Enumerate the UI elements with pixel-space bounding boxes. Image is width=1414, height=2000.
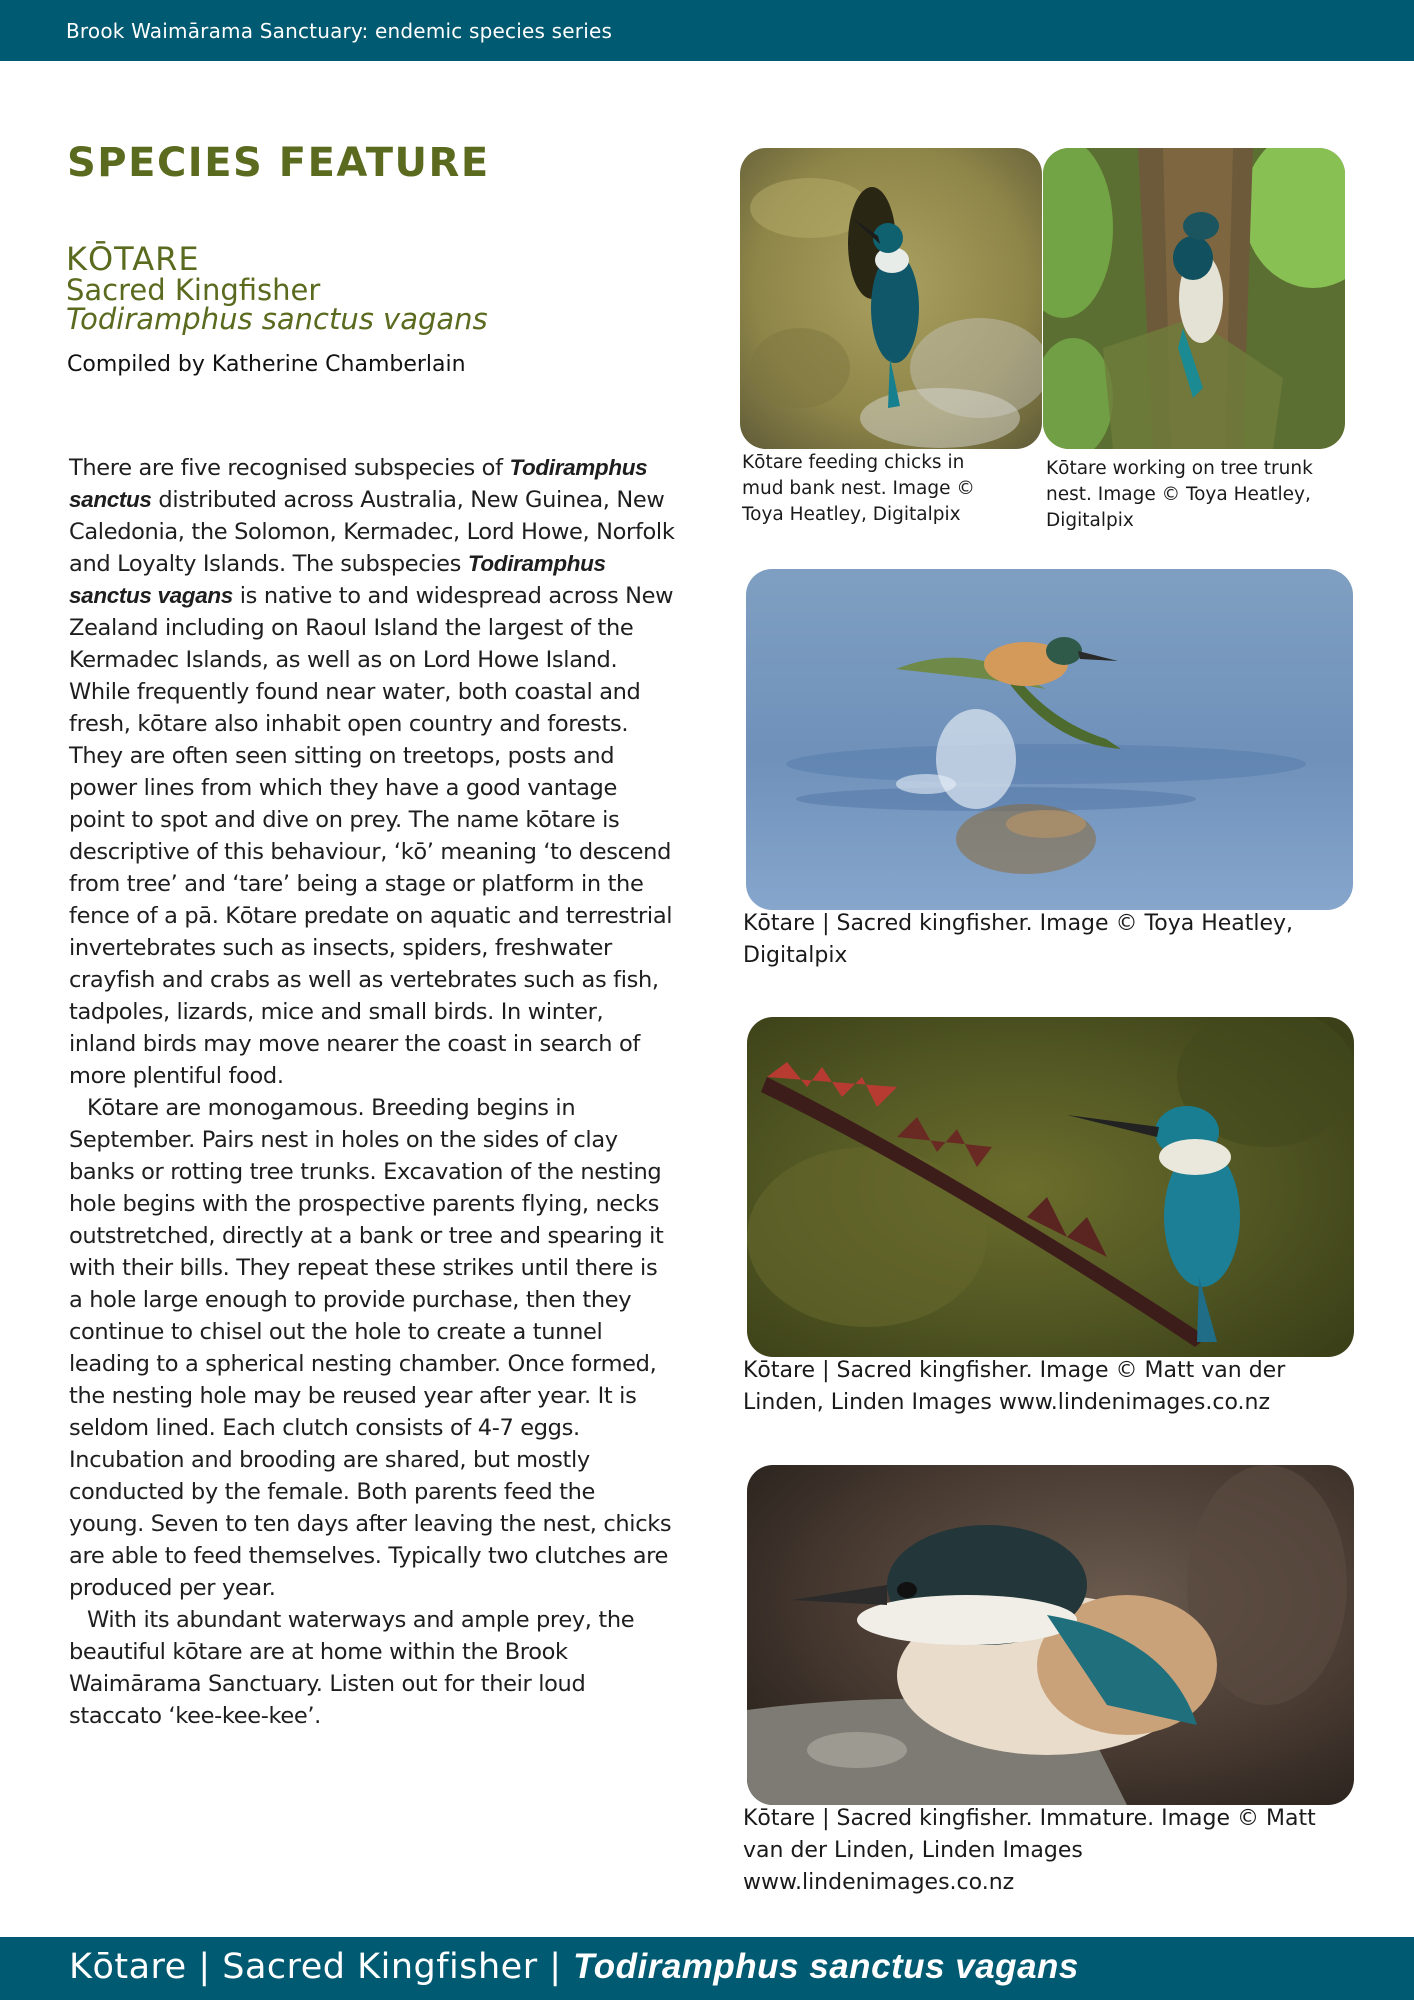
photo-kingfisher-perched xyxy=(747,1017,1354,1357)
paragraph-2: Kōtare are monogamous. Breeding begins in September. Pairs nest in holes on the sides of clay banks or rotting tree trunks. Excavation of the nesting hole begins with the prospective parents flying, necks outstretched, directly at a bank or tree and spearing it with their bills. They repeat these strikes until there is a hole large enough to provide purchase, then they continue to chisel out the hole to create a tunnel leading to a spherical nesting chamber. Once formed, the nesting hole may be reused year after year. It is seldom lined. Each clutch consists of 4-7 eggs. Incubation and brooding are shared, but mostly conducted by the female. Both parents feed the young. Seven to ten days after leaving the nest, chicks are able to feed themselves. Typically two clutches are produced per year. xyxy=(69,1095,672,1601)
header-band xyxy=(0,0,1414,61)
caption-tree-trunk-nest: Kōtare working on tree trunk nest. Image © Toya Heatley, Digitalpix xyxy=(1046,458,1313,531)
photo-mud-bank-nest xyxy=(740,148,1042,449)
paragraph-3: With its abundant waterways and ample prey, the beautiful kōtare are at home within the Brook Waimārama Sanctuary. Listen out for their loud staccato ‘kee-kee-kee’. xyxy=(69,1607,635,1729)
caption-kingfisher-perched: Kōtare | Sacred kingfisher. Image © Matt van der Linden, Linden Images www.lindenimages.co.nz xyxy=(743,1358,1286,1415)
common-name: Sacred Kingfisher xyxy=(66,273,321,307)
caption-mud-bank-nest: Kōtare feeding chicks in mud bank nest. Image © Toya Heatley, Digitalpix xyxy=(742,452,975,525)
series-title: Brook Waimārama Sanctuary: endemic species series xyxy=(66,19,613,43)
feature-heading: SPECIES FEATURE xyxy=(67,140,490,186)
footer-band xyxy=(0,1937,1414,2000)
photo-kingfisher-diving xyxy=(746,569,1353,910)
scientific-name: Todiramphus sanctus vagans xyxy=(66,302,488,336)
paragraph-1: There are five recognised subspecies of Todiramphus sanctus distributed across Australia, New Guinea, New Caledonia, the Solomon, Kermadec, Lord Howe, Norfolk and Loyalty Islands. The subspecies Todiramphus sanctus vagans is native to and widespread across New Zealand including on Raoul Island the largest of the Kermadec Islands, as well as on Lord Howe Island. While frequently found near water, both coastal and fresh, kōtare also inhabit open country and forests. They are often seen sitting on treetops, posts and power lines from which they have a good vantage point to spot and dive on prey. The name kōtare is descriptive of this behaviour, ‘kō’ meaning ‘to descend from tree’ and ‘tare’ being a stage or platform in the fence of a pā. Kōtare predate on aquatic and terrestrial invertebrates such as insects, spiders, freshwater crayfish and crabs as well as vertebrates such as fish, tadpoles, lizards, mice and small birds. In winter, inland birds may move nearer the coast in search of more plentiful food. xyxy=(69,455,675,1089)
caption-kingfisher-diving: Kōtare | Sacred kingfisher. Image © Toya Heatley, Digitalpix xyxy=(743,911,1294,968)
maori-name: KŌTARE xyxy=(66,240,200,278)
subspecies-name-emphasis: Todiramphus sanctus vagans xyxy=(69,551,606,608)
article-body xyxy=(69,452,675,1732)
photo-kingfisher-immature xyxy=(747,1465,1354,1805)
footer-scientific-name: Todiramphus sanctus vagans xyxy=(573,1947,1079,1986)
footer-title: Kōtare | Sacred Kingfisher | Todiramphus sanctus vagans xyxy=(69,1947,1079,1987)
species-name-emphasis: Todiramphus sanctus xyxy=(69,455,648,512)
compiled-by: Compiled by Katherine Chamberlain xyxy=(67,352,466,377)
photo-tree-trunk-nest xyxy=(1043,148,1345,449)
caption-kingfisher-immature: Kōtare | Sacred kingfisher. Immature. Image © Matt van der Linden, Linden Images www.lindenimages.co.nz xyxy=(743,1806,1316,1895)
